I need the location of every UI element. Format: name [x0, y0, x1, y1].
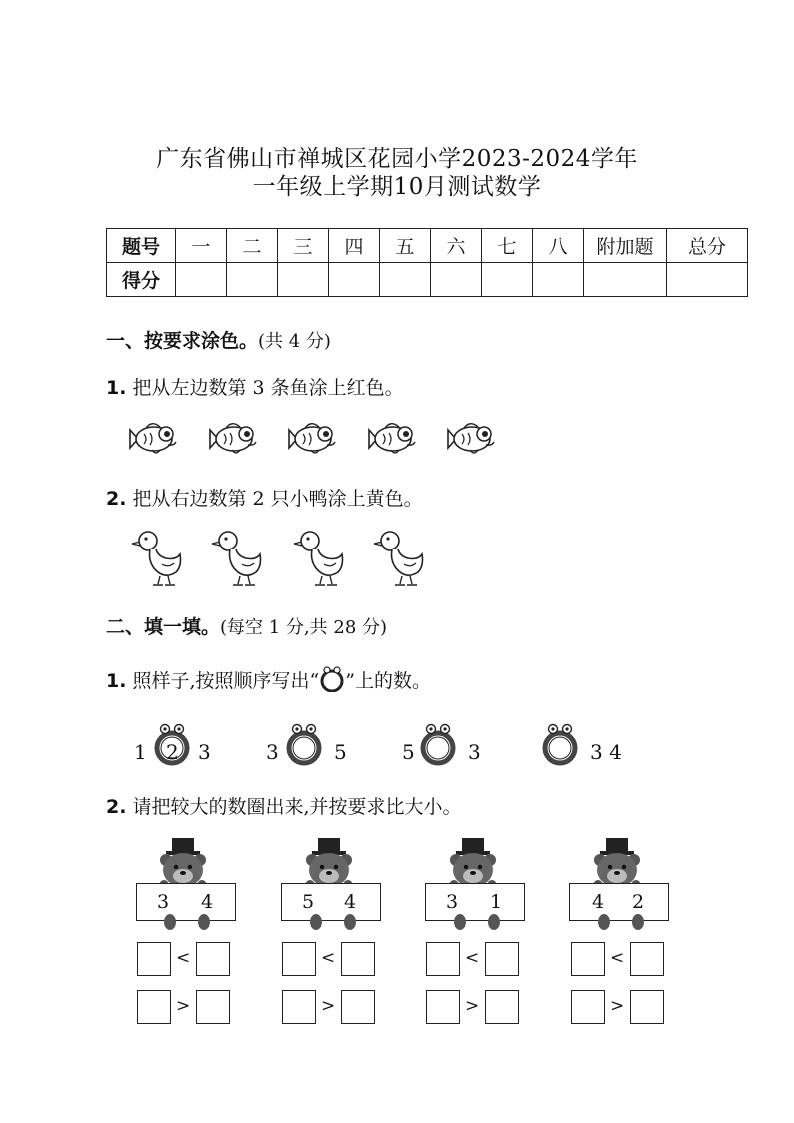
- answer-box[interactable]: [137, 942, 171, 976]
- duck-row: [128, 526, 428, 588]
- answer-box[interactable]: [630, 942, 664, 976]
- answer-box[interactable]: [341, 990, 375, 1024]
- section1-q1: [106, 373, 404, 400]
- score-input-cell[interactable]: [380, 263, 431, 297]
- card-number[interactable]: 3: [157, 891, 170, 913]
- fish-icon[interactable]: [448, 424, 494, 453]
- score-input-cell[interactable]: [482, 263, 533, 297]
- score-table-header-row: [107, 229, 748, 263]
- frog-ring-icon: [319, 666, 345, 692]
- score-table-score-row: [107, 263, 748, 297]
- answer-box[interactable]: [630, 990, 664, 1024]
- section2-heading: [106, 612, 387, 639]
- less-than-sign: <: [465, 948, 480, 968]
- frog-ring-icon[interactable]: [545, 725, 575, 764]
- s2-q1-number: 1.: [106, 670, 127, 692]
- score-input-cell[interactable]: [329, 263, 380, 297]
- page-title-line2: 一年级上学期10月测试数学: [252, 174, 542, 200]
- answer-box[interactable]: [196, 942, 230, 976]
- duck-icon[interactable]: [374, 532, 423, 585]
- q1-number: 1.: [106, 377, 127, 399]
- card-number[interactable]: 4: [201, 891, 214, 913]
- answer-box[interactable]: [137, 990, 171, 1024]
- score-header-cell: 二: [227, 229, 278, 263]
- greater-than-sign: >: [176, 996, 191, 1016]
- fish-icon[interactable]: [130, 424, 176, 453]
- answer-box[interactable]: [426, 942, 460, 976]
- score-input-cell[interactable]: [278, 263, 329, 297]
- score-header-cell: 总分: [667, 229, 748, 263]
- answer-box[interactable]: [571, 942, 605, 976]
- section1-title: 一、按要求涂色。: [106, 330, 259, 352]
- section2-title: 二、填一填。: [106, 616, 221, 638]
- answer-box[interactable]: [282, 942, 316, 976]
- q1-text: 把从左边数第 3 条鱼涂上红色。: [132, 377, 404, 399]
- bear-feet-row: [130, 912, 690, 934]
- s2-q1-text-after: ”上的数。: [345, 670, 431, 692]
- less-than-sign: <: [610, 948, 625, 968]
- score-header-cell: 三: [278, 229, 329, 263]
- score-input-cell[interactable]: [667, 263, 748, 297]
- answer-box[interactable]: [282, 990, 316, 1024]
- score-input-cell[interactable]: [533, 263, 584, 297]
- ring2-left-number: 3: [266, 740, 279, 764]
- card-number[interactable]: 4: [344, 891, 357, 913]
- card-number[interactable]: 1: [490, 891, 503, 913]
- fish-icon[interactable]: [369, 424, 415, 453]
- score-header-cell: 题号: [107, 229, 176, 263]
- card-number[interactable]: 3: [446, 891, 459, 913]
- less-than-sign: <: [176, 948, 191, 968]
- duck-icon[interactable]: [132, 532, 181, 585]
- answer-box[interactable]: [485, 990, 519, 1024]
- frog-ring-icon[interactable]: [423, 725, 453, 764]
- duck-icon[interactable]: [212, 532, 261, 585]
- score-header-cell: 四: [329, 229, 380, 263]
- q2-number: 2.: [106, 488, 127, 510]
- q2-text: 把从右边数第 2 只小鸭涂上黄色。: [132, 488, 423, 510]
- ring1-center-number: 2: [166, 740, 179, 764]
- section2-q1: [106, 666, 431, 693]
- section1-points: (共 4 分): [258, 331, 331, 352]
- card-number[interactable]: 2: [632, 891, 645, 913]
- ring2-right-number: 5: [334, 740, 347, 764]
- section1-q2: [106, 484, 423, 511]
- score-header-cell: 附加题: [584, 229, 667, 263]
- ring3-left-number: 5: [402, 740, 415, 764]
- s2-q2-text: 请把较大的数圈出来,并按要求比大小。: [132, 796, 462, 818]
- frog-ring-icon[interactable]: [289, 725, 319, 764]
- greater-than-sign: >: [465, 996, 480, 1016]
- greater-than-sign: >: [321, 996, 336, 1016]
- answer-box[interactable]: [426, 990, 460, 1024]
- score-header-cell: 一: [176, 229, 227, 263]
- score-input-cell[interactable]: [176, 263, 227, 297]
- score-header-cell: 七: [482, 229, 533, 263]
- page-title-line1: 广东省佛山市禅城区花园小学2023-2024学年: [156, 146, 638, 172]
- ring1-right-number: 3: [198, 740, 211, 764]
- answer-box[interactable]: [341, 942, 375, 976]
- score-header-cell: 八: [533, 229, 584, 263]
- ring3-right-number: 3: [468, 740, 481, 764]
- less-than-sign: <: [321, 948, 336, 968]
- fish-icon[interactable]: [289, 424, 335, 453]
- ring1-left-number: 1: [134, 740, 147, 764]
- fish-icon[interactable]: [210, 424, 256, 453]
- ring4-right-numbers: 3 4: [590, 740, 622, 764]
- score-input-cell[interactable]: [584, 263, 667, 297]
- duck-icon[interactable]: [294, 532, 343, 585]
- s2-q1-text-before: 照样子,按照顺序写出“: [132, 670, 320, 692]
- answer-box[interactable]: [196, 990, 230, 1024]
- fish-row: [128, 418, 508, 460]
- section2-q2: [106, 792, 462, 819]
- answer-box[interactable]: [571, 990, 605, 1024]
- s2-q2-number: 2.: [106, 796, 127, 818]
- card-number[interactable]: 5: [302, 891, 315, 913]
- answer-box[interactable]: [485, 942, 519, 976]
- card-number[interactable]: 4: [592, 891, 605, 913]
- score-input-cell[interactable]: [227, 263, 278, 297]
- score-row-label: 得分: [107, 263, 176, 297]
- section2-points: (每空 1 分,共 28 分): [220, 617, 388, 638]
- score-header-cell: 六: [431, 229, 482, 263]
- section1-heading: [106, 326, 331, 353]
- score-header-cell: 五: [380, 229, 431, 263]
- score-input-cell[interactable]: [431, 263, 482, 297]
- score-table: [106, 228, 748, 297]
- greater-than-sign: >: [610, 996, 625, 1016]
